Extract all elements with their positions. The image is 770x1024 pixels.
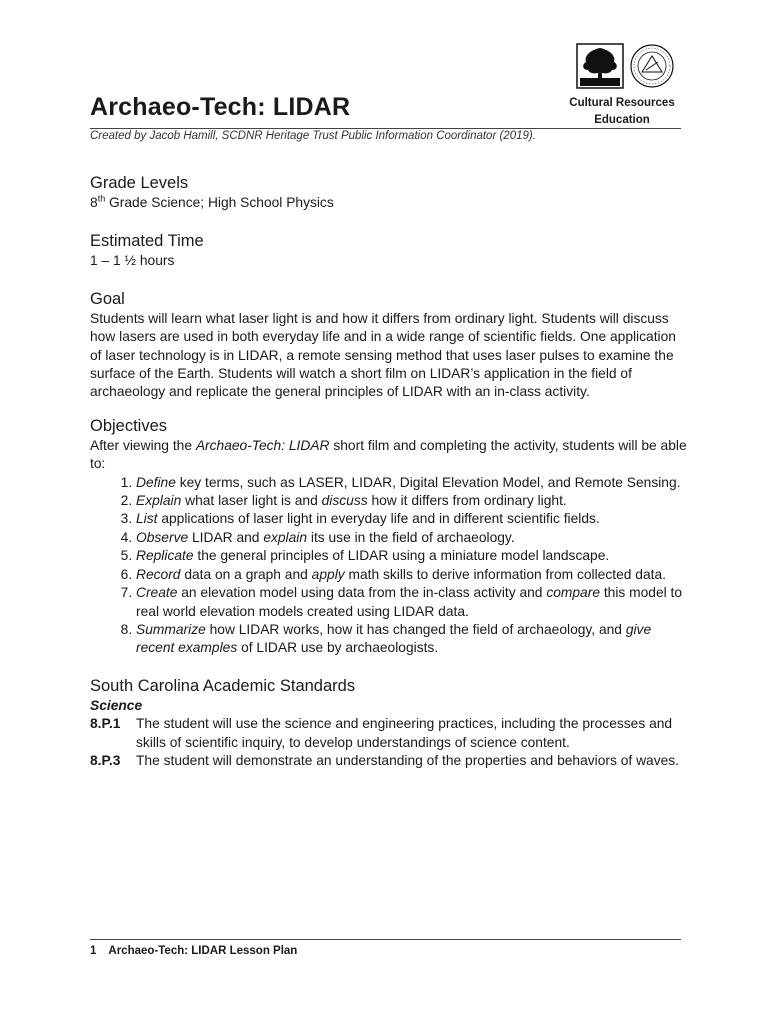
heritage-trust-logo-icon <box>576 42 676 92</box>
main-content <box>90 172 690 770</box>
list-item: 5. Replicate the general principles of LIDAR using a miniature model landscape. <box>136 547 690 565</box>
grade-number: 8 <box>90 195 98 210</box>
goal-text: Students will learn what laser light is and how it differs from ordinary light. Students will discuss how lasers are used in both everyday life and in a wide range of scientific fields. One application of laser technology is in LIDAR, a remote sensing method that uses laser pulses to examine the surface of the Earth. Students will watch a short film on LIDAR’s application in the field of archaeology and replicate the general principles of LIDAR with an in-class activity. <box>90 310 676 400</box>
list-item: 1. Define key terms, such as LASER, LIDAR, Digital Elevation Model, and Remote Sensing. <box>136 474 690 492</box>
page-footer <box>90 945 297 957</box>
standard-item <box>90 752 690 770</box>
section-heading: Objectives <box>90 416 168 435</box>
footer-divider <box>90 939 681 940</box>
standards-section <box>90 675 690 771</box>
list-item: 7. Create an elevation model using data from the in-class activity and compare this model to real world elevation models created using LIDAR data. <box>136 584 690 621</box>
standard-code: 8.P.3 <box>90 752 121 768</box>
intro-text: After viewing the <box>90 437 196 453</box>
organization-label <box>560 95 684 129</box>
logos <box>576 42 676 92</box>
film-title: Archaeo-Tech: LIDAR <box>195 437 330 453</box>
standard-code: 8.P.1 <box>90 716 121 732</box>
section-heading: South Carolina Academic Standards <box>90 676 356 695</box>
intro-text: short film and completing the activity, students will be able to: <box>90 437 687 472</box>
section-heading: Estimated Time <box>90 232 204 251</box>
objectives-intro <box>90 437 690 474</box>
section-heading: Goal <box>90 289 125 308</box>
goal-section <box>90 288 690 402</box>
org-line-2: Education <box>594 114 650 126</box>
grade-text: Grade Science; High School Physics <box>105 195 334 210</box>
estimated-time-section <box>90 230 690 270</box>
estimated-time-text: 1 – 1 ½ hours <box>90 253 175 269</box>
grade-levels-text <box>90 194 690 212</box>
page-number: 1 <box>90 945 97 957</box>
standards-subheading: Science <box>90 697 143 713</box>
list-item: 8. Summarize how LIDAR works, how it has changed the field of archaeology, and give recent examples of LIDAR use by archaeologists. <box>136 621 690 658</box>
author-credit: Created by Jacob Hamill, SCDNR Heritage Trust Public Information Coordinator (2019). <box>90 130 536 142</box>
list-item: 4. Observe LIDAR and explain its use in the field of archaeology. <box>136 529 690 547</box>
grade-superscript: th <box>97 193 106 204</box>
standard-item <box>90 715 690 752</box>
grade-levels-section <box>90 172 690 212</box>
list-item: 3. List applications of laser light in everyday life and in different scientific fields. <box>136 510 690 528</box>
list-item: 2. Explain what laser light is and discuss how it differs from ordinary light. <box>136 492 690 510</box>
objectives-list <box>90 474 690 658</box>
footer-label: Archaeo-Tech: LIDAR Lesson Plan <box>108 945 298 957</box>
section-heading: Grade Levels <box>90 174 189 192</box>
document-title: Archaeo-Tech: LIDAR <box>90 93 351 121</box>
list-item: 6. Record data on a graph and apply math skills to derive information from collected data. <box>136 566 690 584</box>
standard-text: The student will use the science and engineering practices, including the processes and skills of scientific inquiry, to develop understandings of science content. <box>136 716 673 750</box>
standard-text: The student will demonstrate an understanding of the properties and behaviors of waves. <box>136 752 680 768</box>
objectives-section <box>90 415 690 658</box>
title-divider <box>90 128 681 129</box>
org-line-1: Cultural Resources <box>569 97 675 109</box>
